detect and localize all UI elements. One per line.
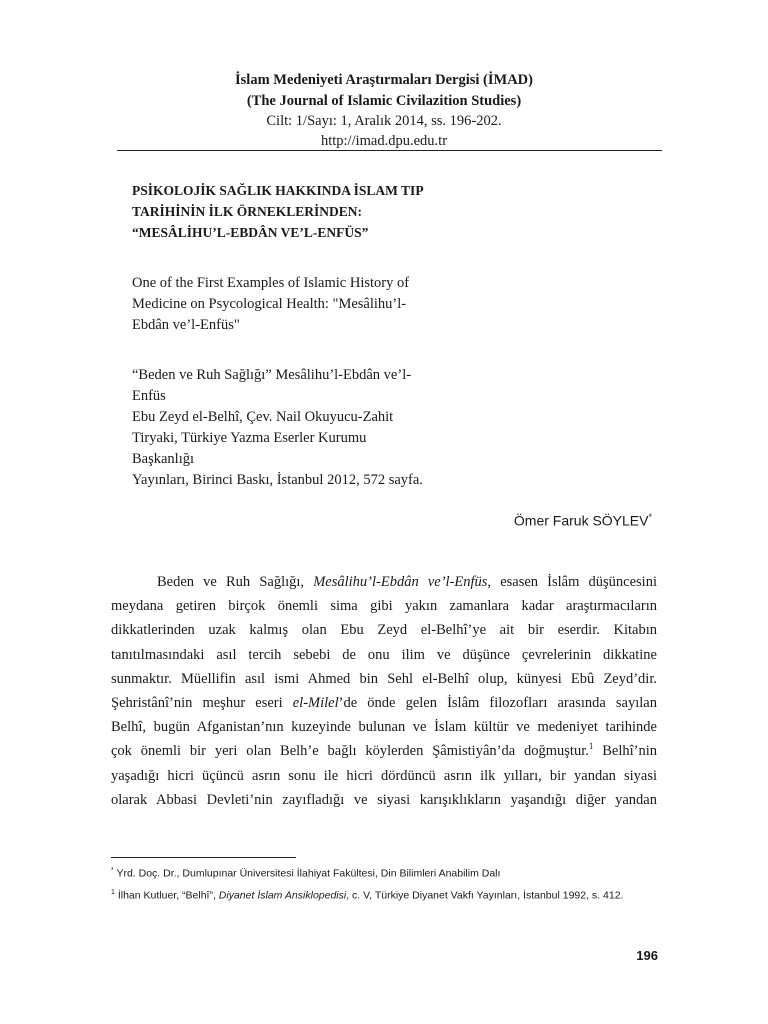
footnote-source-italic: Diyanet İslam Ansiklopedisi	[218, 889, 347, 902]
footnote-text: İlhan Kutluer, “Belhî”,	[114, 889, 219, 902]
book-info-line: Ebu Zeyd el-Belhî, Çev. Nail Okuyucu-Zahit	[132, 409, 394, 425]
article-title-english	[132, 273, 422, 336]
work-title-italic: el-Milel	[292, 694, 339, 711]
footnote-divider	[111, 857, 296, 858]
body-line: dikkatlerinden uzak kalmış olan Ebu Zeyd el-Belhî’ye ait bir eserdir. Kitabın	[111, 622, 657, 639]
body-line: olarak Abbasi Devleti’nin zayıfladığı ve siyasi karışıklıkların yaşandığı diğer yandan	[111, 791, 657, 808]
article-title-line: “MESÂLİHU’L-EBDÂN VE’L-ENFÜS”	[132, 225, 369, 240]
book-info	[132, 365, 432, 491]
footnote-author-affiliation	[111, 867, 500, 880]
footnote-mark: *	[111, 867, 114, 874]
book-title-italic: Mesâlihu’l-Ebdân ve’l-Enfüs	[313, 574, 488, 590]
footnote-reference[interactable]: 1	[588, 741, 594, 752]
page-number: 196	[636, 948, 658, 963]
body-text-run: , esasen İslâm düşüncesini	[487, 574, 657, 590]
body-line	[111, 691, 657, 715]
article-title	[132, 180, 424, 243]
book-info-line: Enfüs	[132, 388, 166, 404]
journal-volume-info: Cilt: 1/Sayı: 1, Aralık 2014, ss. 196-202.	[266, 113, 502, 129]
footnote-1	[111, 889, 623, 902]
footnote-text: Yrd. Doç. Dr., Dumlupınar Üniversitesi İlahiyat Fakültesi, Din Bilimleri Anabilim Dalı	[113, 867, 501, 880]
body-line: sunmaktır. Müellifin asıl ismi Ahmed bin Sehl el-Belhî olup, künyesi Ebû Zeyd’dir.	[111, 670, 657, 687]
english-title-line: One of the First Examples of Islamic History of	[132, 275, 410, 291]
book-info-line: Yayınları, Birinci Baskı, İstanbul 2012, 572 sayfa.	[132, 472, 423, 488]
article-title-line: TARİHİNİN İLK ÖRNEKLERİNDEN:	[132, 204, 363, 219]
footnote-text: , c. V, Türkiye Diyanet Vakfı Yayınları, İstanbul 1992, s. 412.	[346, 889, 624, 902]
body-line: tanıtılmasındaki asıl tercih sebebi de onu ilim ve düşünce çevrelerinin dikkatine	[111, 646, 657, 663]
english-title-line: Medicine on Psycological Health: "Mesâlihu’l-	[132, 296, 407, 312]
journal-title: İslam Medeniyeti Araştırmaları Dergisi (İMAD)	[235, 72, 533, 88]
body-text-run: çok önemli bir yeri olan Belh’e bağlı köylerden Şâmistiyân’da doğmuştur.	[111, 743, 589, 760]
book-info-line: Tiryaki, Türkiye Yazma Eserler Kurumu Başkanlığı	[132, 430, 367, 467]
body-text-run: Beden ve Ruh Sağlığı,	[157, 574, 314, 590]
article-title-line: PSİKOLOJİK SAĞLIK HAKKINDA İSLAM TIP	[132, 183, 424, 198]
body-text-run: ’de önde gelen İslâm filozofları arasında sayılan	[338, 694, 657, 711]
author-name-text: Ömer Faruk SÖYLEV	[513, 512, 649, 529]
body-line: meydana getiren birçok önemli sima gibi yakın zamanlara kadar araştırmacıların	[111, 598, 657, 615]
journal-title-english: (The Journal of Islamic Civilazition Studies)	[246, 93, 522, 109]
body-text-run: Belhî’nin	[593, 743, 657, 760]
author-name	[514, 512, 652, 529]
author-footnote-mark[interactable]: *	[648, 512, 652, 522]
body-line: Belhî, bugün Afganistan’nın kuzeyinde bulunan ve İslam kültür ve medeniyet tarihinde	[111, 719, 657, 736]
english-title-line: Ebdân ve’l-Enfüs"	[132, 317, 240, 333]
journal-url[interactable]: http://imad.dpu.edu.tr	[320, 133, 448, 149]
body-text	[111, 570, 657, 812]
body-line	[111, 739, 657, 763]
header-divider	[117, 150, 662, 151]
book-info-line: “Beden ve Ruh Sağlığı” Mesâlihu’l-Ebdân ve’l-	[132, 367, 412, 383]
body-line: yaşadığı hicri üçüncü asrın sonu ile hicri dördüncü asrın ilk yılları, bir yandan siyasi	[111, 767, 657, 784]
body-text-run: Şehristânî’nin meşhur eseri	[111, 694, 293, 711]
footnote-mark: 1	[111, 889, 115, 896]
body-line	[111, 570, 657, 594]
